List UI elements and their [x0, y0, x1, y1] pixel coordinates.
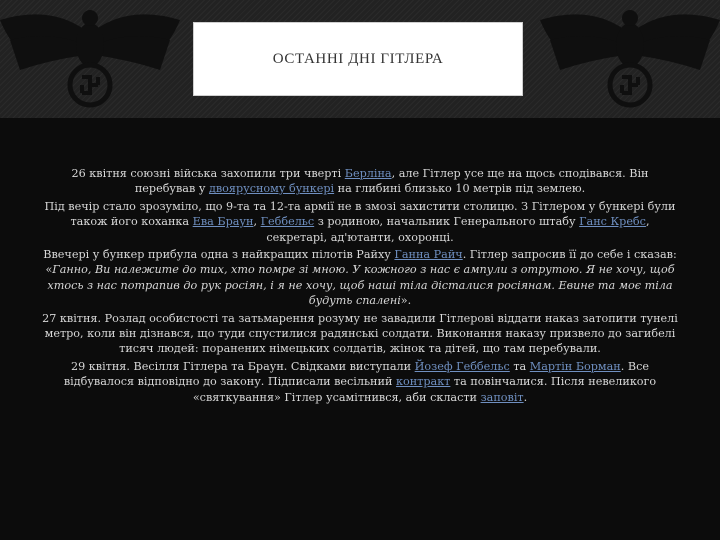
text-run: 29 квітня. Весілля Гітлера та Браун. Свідками виступали [71, 359, 415, 373]
text-run: , але Гітлер усе ще на щось сподівався. Він перебував у [134, 167, 649, 196]
text-run: . Гітлер запросив її до себе і сказав: « [45, 248, 677, 277]
paragraph-hanna-reitsch [40, 247, 680, 309]
link-joseph-goebbels[interactable]: Йозеф Геббельс [414, 359, 510, 373]
text-run: . Все відбувалося відповідно до закону. Підписали весільний [63, 359, 649, 389]
text-run: на глибині близько 10 метрів під землею. [334, 182, 586, 196]
text-run: 26 квітня союзні війська захопили три чверті [71, 167, 345, 180]
title-box [193, 22, 523, 96]
eagle-emblem-right-icon [530, 0, 720, 112]
link-berlin[interactable]: Берліна [344, 167, 392, 180]
quote: Ганно, Ви належите до тих, хто помре зі мною. У кожного з нас є ампули з отрутою. Я не хочу, щоб хтось з нас потрапив до рук росіян, і я не хочу, щоб наші тіла дісталися росіянам. Евине та моє тіла будуть спалені [47, 263, 675, 308]
link-bunker[interactable]: двоярусному бункері [208, 182, 335, 196]
paragraph-april-29 [40, 359, 680, 405]
text-run: ». [400, 294, 412, 308]
link-testament[interactable]: заповіт [480, 390, 524, 404]
text-run: , [253, 215, 261, 229]
text-run: 27 квітня. Розлад особистості та затьмарення розуму не завадили Гітлерові віддати наказ затопити тунелі метро, коли він дізнався, що туди спустилися радянські солдати. Виконання наказу призвело до загибелі тисяч людей: поранених німецьких солдатів, жінок та дітей, що там перебували. [42, 311, 678, 356]
link-hans-krebs[interactable]: Ганс Кребс [579, 215, 646, 229]
text-run: та повінчалися. Після невеликого «святкування» Гітлер усамітнився, аби скласти [192, 375, 657, 404]
text-run: Ввечері у бункер прибула одна з найкращих пілотів Райху [43, 248, 395, 262]
text-run: . [523, 390, 528, 404]
slide-body [40, 166, 680, 407]
slide-title: ОСТАННІ ДНІ ГІТЛЕРА [272, 50, 444, 67]
text-run: Під вечір стало зрозуміло, що 9-та та 12-та армії не в змозі захистити столицю. З Гітлером у бункері були також його коханка [44, 199, 676, 229]
paragraph-april-26 [40, 166, 680, 197]
link-goebbels[interactable]: Геббельс [260, 215, 315, 229]
link-contract[interactable]: контракт [395, 375, 451, 389]
paragraph-evening [40, 199, 680, 245]
text-run: та [509, 359, 530, 373]
paragraph-april-27 [40, 311, 680, 357]
text-run: з родиною, начальник Генерального штабу [314, 215, 580, 229]
eagle-emblem-left-icon [0, 0, 190, 112]
text-run: , секретарі, ад'ютанти, охоронці. [266, 215, 650, 244]
link-martin-bormann[interactable]: Мартін Борман [529, 359, 621, 373]
link-eva-braun[interactable]: Ева Браун [192, 215, 254, 229]
link-hanna-reitsch[interactable]: Ганна Райч [394, 248, 463, 262]
